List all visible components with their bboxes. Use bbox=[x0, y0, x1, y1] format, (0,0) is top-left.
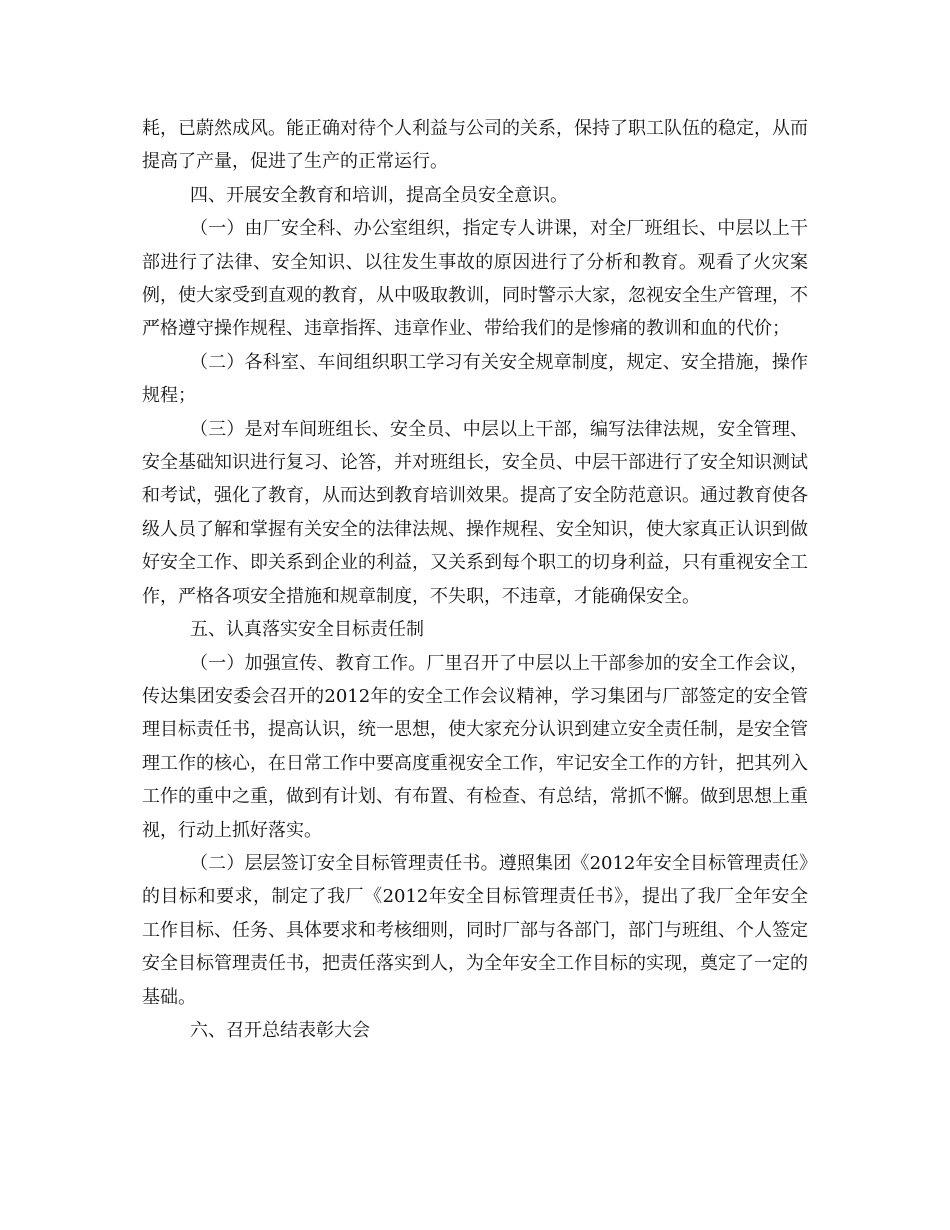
section-heading-5: 五、认真落实安全目标责任制 bbox=[190, 619, 424, 641]
paragraph-continuation: 耗，已蔚然成风。能正确对待个人利益与公司的关系，保持了职工队伍的稳定，从而提高了产量，促进了生产的正常运行。 bbox=[142, 118, 808, 173]
section-heading-6: 六、召开总结表彰大会 bbox=[190, 1019, 370, 1041]
section-heading-4: 四、开展安全教育和培训，提高全员安全意识。 bbox=[190, 184, 568, 206]
document-body bbox=[142, 112, 808, 1047]
paragraph-4-2: （二）各科室、车间组织职工学习有关安全规章制度，规定、安全措施，操作规程； bbox=[142, 351, 808, 407]
paragraph-5-2: （二）层层签订安全目标管理责任书。遵照集团《2012年安全目标管理责任》的目标和要求，制定了我厂《2012年安全目标管理责任书》，提出了我厂全年安全工作目标、任务、具体要求和考核细则，同时厂部与各部门，部门与班组、个人签定安全目标管理责任书，把责任落实到人，为全年安全工作目标的实现，奠定了一定的基础。 bbox=[142, 852, 808, 1008]
paragraph-4-3: （三）是对车间班组长、安全员、中层以上干部，编写法律法规，安全管理、安全基础知识进行复习、论答，并对班组长，安全员、中层干部进行了安全知识测试和考试，强化了教育，从而达到教育培训效果。提高了安全防范意识。通过教育使各级人员了解和掌握有关安全的法律法规、操作规程、安全知识，使大家真正认识到做好安全工作、即关系到企业的利益，又关系到每个职工的切身利益，只有重视安全工作，严格各项安全措施和规章制度，不失职，不违章，才能确保安全。 bbox=[142, 418, 808, 607]
paragraph-4-1: （一）由厂安全科、办公室组织，指定专人讲课，对全厂班组长、中层以上干部进行了法律、安全知识、以往发生事故的原因进行了分析和教育。观看了火灾案例，使大家受到直观的教育，从中吸取教训，同时警示大家，忽视安全生产管理，不严格遵守操作规程、违章指挥、违章作业、带给我们的是惨痛的教训和血的代价； bbox=[142, 218, 808, 340]
paragraph-5-1: （一）加强宣传、教育工作。厂里召开了中层以上干部参加的安全工作会议，传达集团安委会召开的2012年的安全工作会议精神，学习集团与厂部签定的安全管理目标责任书，提高认识，统一思想，使大家充分认识到建立安全责任制，是安全管理工作的核心，在日常工作中要高度重视安全工作，牢记安全工作的方针，把其列入工作的重中之重，做到有计划、有布置、有检查、有总结，常抓不懈。做到思想上重视，行动上抓好落实。 bbox=[142, 652, 808, 841]
